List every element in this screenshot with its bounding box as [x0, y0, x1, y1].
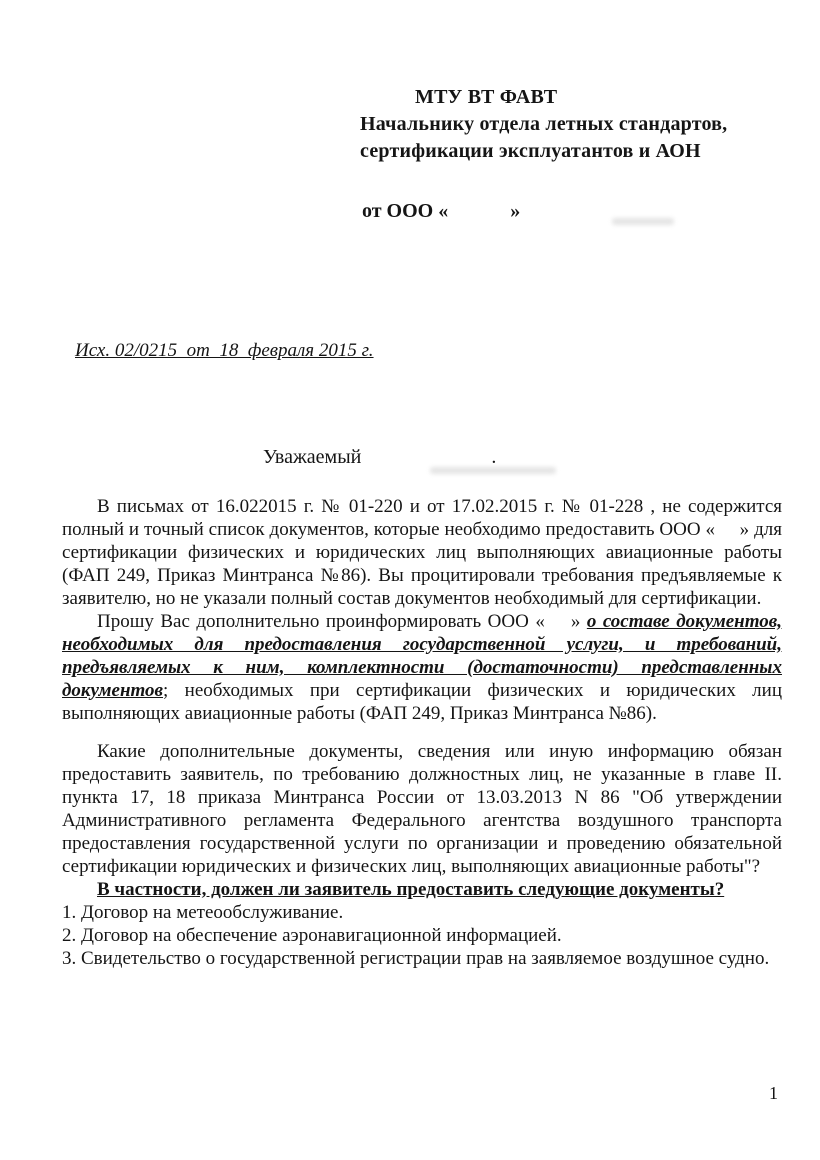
sender-prefix: от ООО « [362, 200, 449, 222]
paragraph-request [62, 610, 782, 725]
greeting-text: Уважаемый [263, 446, 362, 468]
question-heading: В частности, должен ли заявитель предоставить следующие документы? [97, 879, 725, 900]
list-item: 3. Свидетельство о государственной регистрации прав на заявляемое воздушное судно. [62, 948, 770, 969]
outgoing-reference: Исх. 02/0215 от 18 февраля 2015 г. [75, 340, 374, 361]
salutation [263, 446, 496, 469]
paragraph-intro: В письмах от 16.022015 г. № 01-220 и от 17.02.2015 г. № 01-228 , не содержится полный и точный список документов, которые необходимо предоставить ООО « » для сертификации физических и юридических лиц выполняющих авиационные работы (ФАП 249, Приказ Минтранса №86). Вы процитировали требования предъявляемые к заявителю, но не указали полный состав документов необходимый для сертификации. [62, 496, 782, 609]
recipient-title-line-2: сертификации эксплуатантов и АОН [360, 140, 701, 162]
salutation-period: . [491, 446, 497, 468]
letter-body [62, 495, 782, 970]
document-list [62, 901, 782, 970]
list-item: 2. Договор на обеспечение аэронавигационной информацией. [62, 925, 562, 946]
request-lead: Прошу Вас дополнительно проинформировать ООО « » [97, 611, 587, 632]
paragraph-question-main: Какие дополнительные документы, сведения или иную информацию обязан предоставить заявитель, по требованию должностных лиц, не указанные в главе II. пункта 17, 18 приказа Минтранса России от 13.03.2013 N 86 "Об утверждении Административного регламента Федерального агентства воздушного транспорта предоставления государственной услуги по организации и проведению обязательной сертификации юридических и физических лиц, выполняющих авиационные работы"? [62, 741, 782, 877]
sender-suffix: » [510, 200, 521, 222]
list-item: 1. Договор на метеообслуживание. [62, 902, 344, 923]
request-tail: ; необходимых при сертификации физических и юридических лиц выполняющих авиационные работы (ФАП 249, Приказ Минтранса №86). [62, 680, 782, 724]
recipient-block [360, 84, 727, 165]
request-emphasis-clause: о составе документов, необходимых для предоставления государственной услуги, и требований, предъявляемых к ним, комплектности (достаточности) представленных документов [62, 611, 782, 701]
redaction-smudge [612, 218, 674, 225]
recipient-org: МТУ ВТ ФАВТ [415, 86, 558, 108]
recipient-title-line-1: Начальнику отдела летных стандартов, [360, 113, 728, 135]
page-number: 1 [769, 1083, 778, 1103]
redaction-smudge [430, 467, 556, 474]
sender-line [362, 200, 520, 223]
